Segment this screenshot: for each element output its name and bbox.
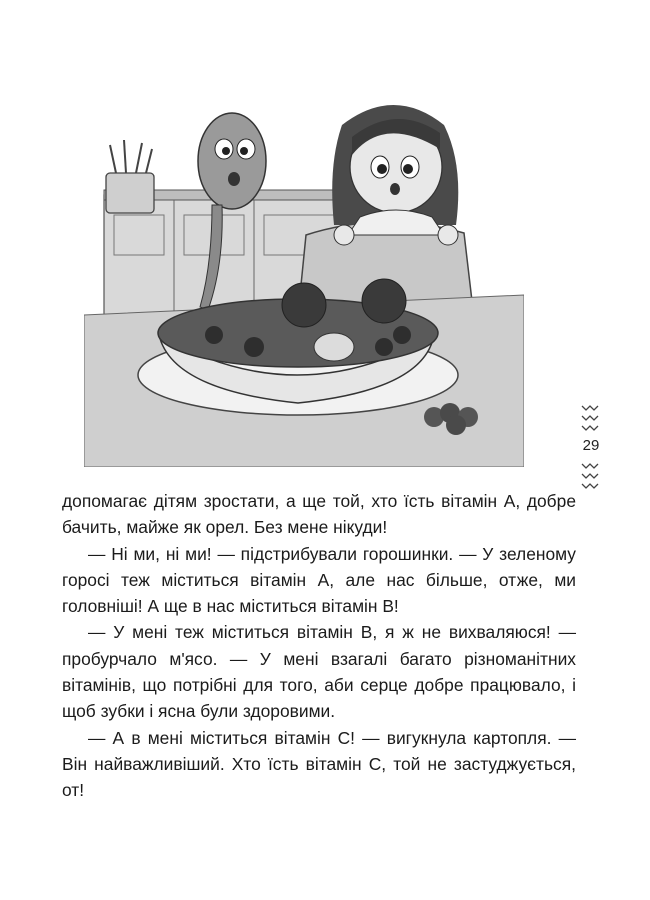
page-number: 29	[582, 437, 600, 454]
soup-scene-illustration-icon	[84, 85, 524, 467]
zigzag-ornament-bottom-icon	[580, 461, 602, 489]
text-body	[62, 488, 576, 804]
paragraph: — Ні ми, ні ми! — підстрибували горошинки. — У зеленому горосі теж міститься вітамін А, але нас більше, отже, ми головніші! А ще в нас міститься вітамін В!	[62, 543, 576, 617]
paragraph: — У мені теж міститься вітамін В, я ж не вихваляюся! — пробурчало м'ясо. — У мені взагалі багато різноманітних вітамінів, що потрібні для того, аби серце добре працювало, і щоб зубки і ясна були здоровими.	[62, 622, 576, 722]
illustration-soup-scene	[84, 85, 524, 467]
paragraph: допомагає дітям зростати, а ще той, хто їсть вітамін А, добре бачить, майже як орел. Без мене нікуди!	[62, 491, 576, 538]
paragraph: — А в мені міститься вітамін С! — вигукнула картопля. — Він найважливіший. Хто їсть вітамін С, той не застуджується, от!	[62, 727, 576, 801]
zigzag-ornament-top-icon	[580, 403, 602, 431]
